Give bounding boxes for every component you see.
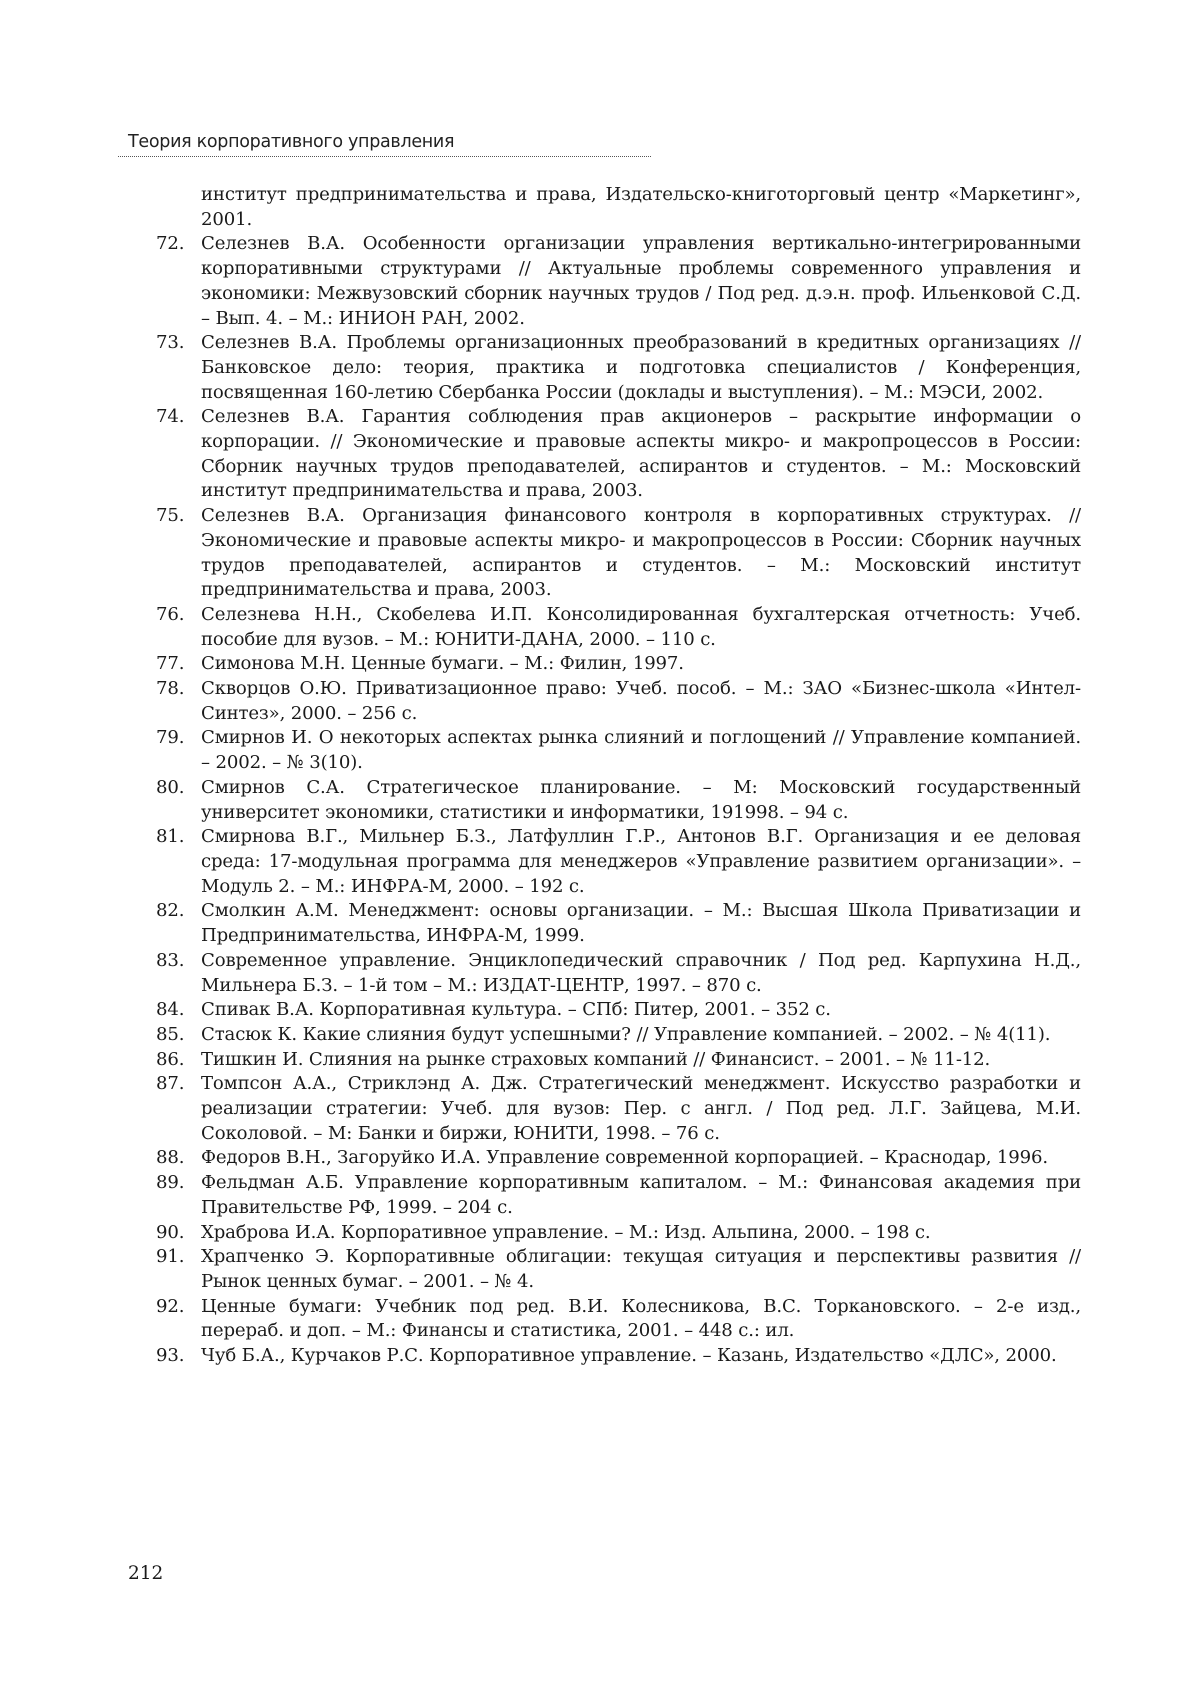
reference-number: 93. bbox=[156, 1345, 185, 1367]
reference-item bbox=[128, 1072, 1081, 1146]
reference-text: Чуб Б.А., Курчаков Р.С. Корпоративное управление. – Казань, Издательство «ДЛС», 2000. bbox=[201, 1345, 1057, 1367]
reference-text: Тишкин И. Слияния на рынке страховых компаний // Финансист. – 2001. – № 11-12. bbox=[201, 1048, 991, 1070]
reference-number: 91. bbox=[156, 1246, 185, 1268]
reference-text: Стасюк К. Какие слияния будут успешными? // Управление компанией. – 2002. – № 4(11). bbox=[201, 1023, 1051, 1045]
reference-number: 75. bbox=[156, 505, 185, 527]
reference-item bbox=[128, 899, 1081, 948]
reference-number: 78. bbox=[156, 678, 185, 700]
reference-number: 85. bbox=[156, 1023, 185, 1045]
reference-number: 77. bbox=[156, 653, 185, 675]
reference-text: Смирнов С.А. Стратегическое планирование. – М: Московский государственный университет экономики, статистики и информатики, 191998. – 94 с. bbox=[201, 776, 1081, 823]
reference-item bbox=[128, 1146, 1081, 1171]
reference-item bbox=[128, 726, 1081, 775]
reference-number: 81. bbox=[156, 826, 185, 848]
reference-item bbox=[128, 232, 1081, 331]
reference-text: Современное управление. Энциклопедический справочник / Под ред. Карпухина Н.Д., Мильнера Б.З. – 1-й том – М.: ИЗДАТ-ЦЕНТР, 1997. – 870 с. bbox=[201, 949, 1081, 996]
reference-item bbox=[128, 998, 1081, 1023]
reference-item bbox=[128, 1048, 1081, 1073]
reference-text: Томпсон А.А., Стриклэнд А. Дж. Стратегический менеджмент. Искусство разработки и реализации стратегии: Учеб. для вузов: Пер. с англ. / Под ред. Л.Г. Зайцева, М.И. Соколовой. – М: Банки и биржи, ЮНИТИ, 1998. – 76 с. bbox=[201, 1073, 1081, 1144]
reference-text: Селезнев В.А. Гарантия соблюдения прав акционеров – раскрытие информации о корпорации. // Экономические и правовые аспекты микро- и макропроцессов в России: Сборник научных трудов преподавателей, аспирантов и студентов. – М.: Московский институт предпринимательства и права, 2003. bbox=[201, 406, 1081, 502]
reference-number: 87. bbox=[156, 1073, 185, 1095]
reference-text: Фельдман А.Б. Управление корпоративным капиталом. – М.: Финансовая академия при Правительстве РФ, 1999. – 204 с. bbox=[201, 1172, 1081, 1218]
reference-number: 89. bbox=[156, 1172, 185, 1194]
bibliography bbox=[128, 183, 1081, 1369]
reference-item bbox=[128, 1023, 1081, 1048]
reference-text: Смирнова В.Г., Мильнер Б.З., Латфуллин Г.Р., Антонов В.Г. Организация и ее деловая среда: 17-модульная программа для менеджеров «Управление развитием организации». – Модуль 2. – М.: ИНФРА-М, 2000. – 192 с. bbox=[201, 826, 1081, 897]
reference-item bbox=[128, 949, 1081, 998]
reference-text: Смирнов И. О некоторых аспектах рынка слияний и поглощений // Управление компанией. – 2002. – № 3(10). bbox=[201, 727, 1081, 774]
reference-number: 76. bbox=[156, 603, 185, 625]
reference-item bbox=[128, 652, 1081, 677]
reference-item bbox=[128, 504, 1081, 603]
reference-number: 79. bbox=[156, 727, 185, 749]
reference-text: Смолкин А.М. Менеджмент: основы организации. – М.: Высшая Школа Приватизации и Предпринимательства, ИНФРА-М, 1999. bbox=[201, 900, 1081, 947]
reference-number: 84. bbox=[156, 999, 185, 1021]
reference-continuation: институт предпринимательства и права, Издательско-книготорговый центр «Маркетинг», 2001. bbox=[201, 184, 1081, 230]
reference-item bbox=[128, 405, 1081, 504]
reference-text: Спивак В.А. Корпоративная культура. – СПб: Питер, 2001. – 352 с. bbox=[201, 999, 831, 1021]
reference-text: Селезнев В.А. Особенности организации управления вертикально-интегрированными корпоративными структурами // Актуальные проблемы современного управления и экономики: Межвузовский сборник научных трудов / Под ред. д.э.н. проф. Ильенковой С.Д. – Вып. 4. – М.: ИНИОН РАН, 2002. bbox=[201, 233, 1081, 329]
reference-number: 88. bbox=[156, 1147, 185, 1169]
reference-item bbox=[128, 1171, 1081, 1220]
reference-text: Селезнев В.А. Организация финансового контроля в корпоративных структурах. // Экономические и правовые аспекты микро- и макропроцессов в России: Сборник научных трудов преподавателей, аспирантов и студентов. – М.: Московский институт предпринимательства и права, 2003. bbox=[201, 505, 1081, 601]
reference-item bbox=[128, 776, 1081, 825]
reference-number: 83. bbox=[156, 949, 185, 971]
reference-number: 74. bbox=[156, 406, 185, 428]
reference-list bbox=[128, 232, 1081, 1368]
reference-number: 73. bbox=[156, 332, 185, 354]
reference-text: Ценные бумаги: Учебник под ред. В.И. Колесникова, В.С. Торкановского. – 2-е изд., перераб. и доп. – М.: Финансы и статистика, 2001. – 448 с.: ил. bbox=[201, 1295, 1081, 1342]
reference-number: 86. bbox=[156, 1048, 185, 1070]
reference-item bbox=[128, 603, 1081, 652]
reference-item bbox=[128, 677, 1081, 726]
reference-text: Храпченко Э. Корпоративные облигации: текущая ситуация и перспективы развития // Рынок ценных бумаг. – 2001. – № 4. bbox=[201, 1246, 1081, 1292]
reference-text: Федоров В.Н., Загоруйко И.А. Управление современной корпорацией. – Краснодар, 1996. bbox=[201, 1147, 1048, 1169]
reference-number: 72. bbox=[156, 233, 185, 255]
reference-text: Храброва И.А. Корпоративное управление. – М.: Изд. Альпина, 2000. – 198 с. bbox=[201, 1221, 931, 1243]
reference-number: 92. bbox=[156, 1295, 185, 1317]
reference-item bbox=[128, 1245, 1081, 1294]
reference-number: 80. bbox=[156, 776, 185, 798]
running-header: Теория корпоративного управления bbox=[128, 132, 455, 152]
header-divider bbox=[118, 156, 651, 157]
reference-item bbox=[128, 1221, 1081, 1246]
reference-item bbox=[128, 331, 1081, 405]
reference-item bbox=[128, 1295, 1081, 1344]
reference-number: 82. bbox=[156, 900, 185, 922]
reference-number: 90. bbox=[156, 1221, 185, 1243]
reference-item bbox=[128, 1344, 1081, 1369]
reference-item bbox=[128, 825, 1081, 899]
reference-text: Симонова М.Н. Ценные бумаги. – М.: Филин, 1997. bbox=[201, 653, 684, 675]
page-number: 212 bbox=[128, 1563, 164, 1584]
reference-text: Селезнева Н.Н., Скобелева И.П. Консолидированная бухгалтерская отчетность: Учеб. пособие для вузов. – М.: ЮНИТИ-ДАНА, 2000. – 110 с. bbox=[201, 603, 1081, 650]
reference-text: Скворцов О.Ю. Приватизационное право: Учеб. пособ. – М.: ЗАО «Бизнес-школа «Интел-Синтез», 2000. – 256 с. bbox=[201, 678, 1081, 724]
reference-text: Селезнев В.А. Проблемы организационных преобразований в кредитных организациях // Банковское дело: теория, практика и подготовка специалистов / Конференция, посвященная 160-летию Сбербанка России (доклады и выступления). – М.: МЭСИ, 2002. bbox=[201, 332, 1081, 403]
